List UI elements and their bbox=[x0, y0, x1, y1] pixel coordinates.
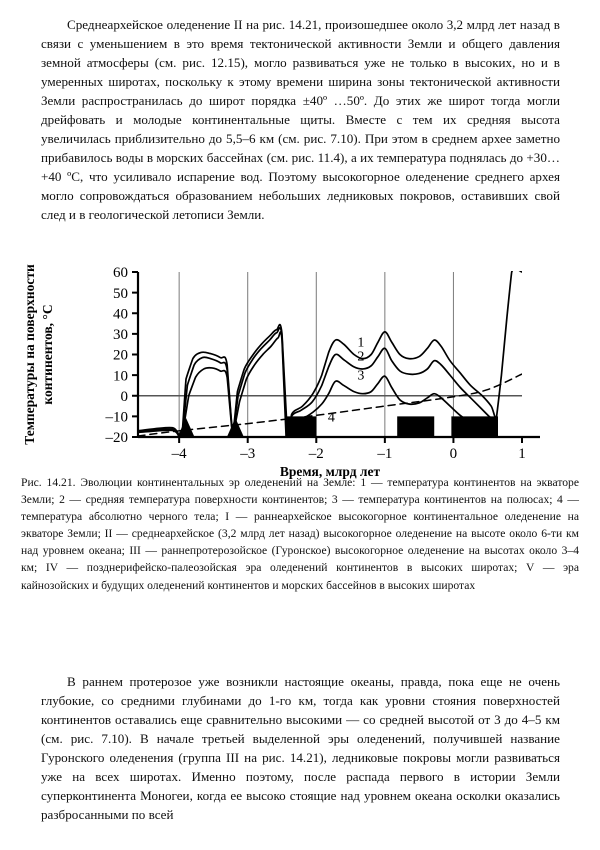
x-tick-label-0: –4 bbox=[171, 446, 187, 462]
x-tick-label-2: –2 bbox=[308, 446, 324, 462]
curve-label-2: 2 bbox=[357, 349, 365, 365]
glaciation-bar-IV bbox=[397, 416, 434, 437]
caption-body: Эволюции континентальных эр оледенений на Земле: 1 — температура континентов на экваторе Земли; 2 — средняя температура поверхности континентов; 3 — температура континентов на полюсах; 4 — температура абсолютно черного тела; I — раннеархейское высокогорное континентальное оледенение на экваторе Земли; II — среднеархейское (3,2 млрд лет назад) высокогорное оледенение на высоте около 6-ти км над уровнем океана; III — раннепротерозойское (Гуронское) высокогорное оледенение на высотах около 3–4 км; IV — позднерифейско-палеозойская эра оледенений континентов в высоких широтах; V — эра кайнозойских и будущих оледенений континентов и морских бассейнов в высоких широтах bbox=[21, 476, 579, 592]
y-tick-label-3: 10 bbox=[113, 368, 128, 385]
figure-14-21 bbox=[20, 258, 580, 479]
curve-label-1: 1 bbox=[357, 335, 365, 351]
y-axis-title bbox=[22, 264, 55, 445]
figure-caption bbox=[21, 474, 579, 594]
curve-label-4: 4 bbox=[327, 410, 335, 426]
x-tick-label-3: –1 bbox=[377, 446, 393, 462]
y-tick-label-0: –20 bbox=[105, 430, 128, 447]
x-axis-title: Время, млрд лет bbox=[279, 464, 381, 479]
temperature-evolution-chart bbox=[20, 258, 580, 479]
x-tick-label-4: 0 bbox=[449, 446, 458, 462]
x-tick-label-5: 1 bbox=[518, 446, 526, 462]
y-tick-label-6: 40 bbox=[113, 306, 128, 323]
glaciation-bar-I bbox=[178, 418, 194, 437]
y-tick-label-8: 60 bbox=[113, 265, 128, 282]
y-axis-title-line2: континентов, °С bbox=[40, 304, 55, 405]
paragraph-bottom: В раннем протерозое уже возникли настоящие океаны, правда, пока еще не очень глубокие, со средними глубинами до 1-го км, тогда как уровни стояния поверхностей континентов оставались еще сравнительно высокими — со средней высотой от 3 до 4–5 км (см. рис. 7.10). В начале третьей выделенной эры оледенений, получившей название Гуронского оледенения (группа III на рис. 14.21), ледниковые покровы могли развиваться уже на всех широтах. Именно поэтому, после распада первого в истории Земли суперконтинента Моногеи, когда ее высоко стоящие над уровнем океана осколки оказались разбросанными по всей bbox=[41, 674, 560, 823]
caption-label: Рис. 14.21. bbox=[21, 476, 76, 489]
y-tick-label-5: 30 bbox=[113, 327, 128, 344]
glaciation-bar-V bbox=[451, 416, 498, 437]
y-tick-label-4: 20 bbox=[113, 347, 128, 364]
curve-label-3: 3 bbox=[357, 368, 365, 384]
y-axis-title-line1: Температуры на поверхности bbox=[22, 264, 37, 445]
paragraph-top: Среднеархейское оледенение II на рис. 14.21, произошедшее около 3,2 млрд лет назад в связи с уменьшением в это время тектонической активности Земли и общего давления земной атмосферы (см. рис. 12.15), могло развиваться уже не только в высоких, но и в умеренных широтах, поскольку к этому времени ширина зоны тектонической активности Земли распространилась до широт порядка ±40º …50º. До этих же широт тогда могли дрейфовать и молодые континентальные щиты. Вместе с тем их средняя высота увеличилась приблизительно до 5,5–6 км (см. рис. 7.10). При этом в среднем архее заметно прибавилось воды в морских бассейнах (см. рис. 11.4), а их температура поднялась до +30…+40 ºС, что усиливало испарение вод. Поэтому высокогорное оледенение среднего архея могло сопровождаться образованием небольших ледниковых покровов, оставивших свой след и в геологической летописи Земли. bbox=[41, 17, 560, 223]
y-tick-label-2: 0 bbox=[120, 388, 128, 405]
y-tick-label-1: –10 bbox=[105, 409, 128, 426]
y-tick-label-7: 50 bbox=[113, 285, 128, 302]
x-tick-label-1: –3 bbox=[240, 446, 256, 462]
